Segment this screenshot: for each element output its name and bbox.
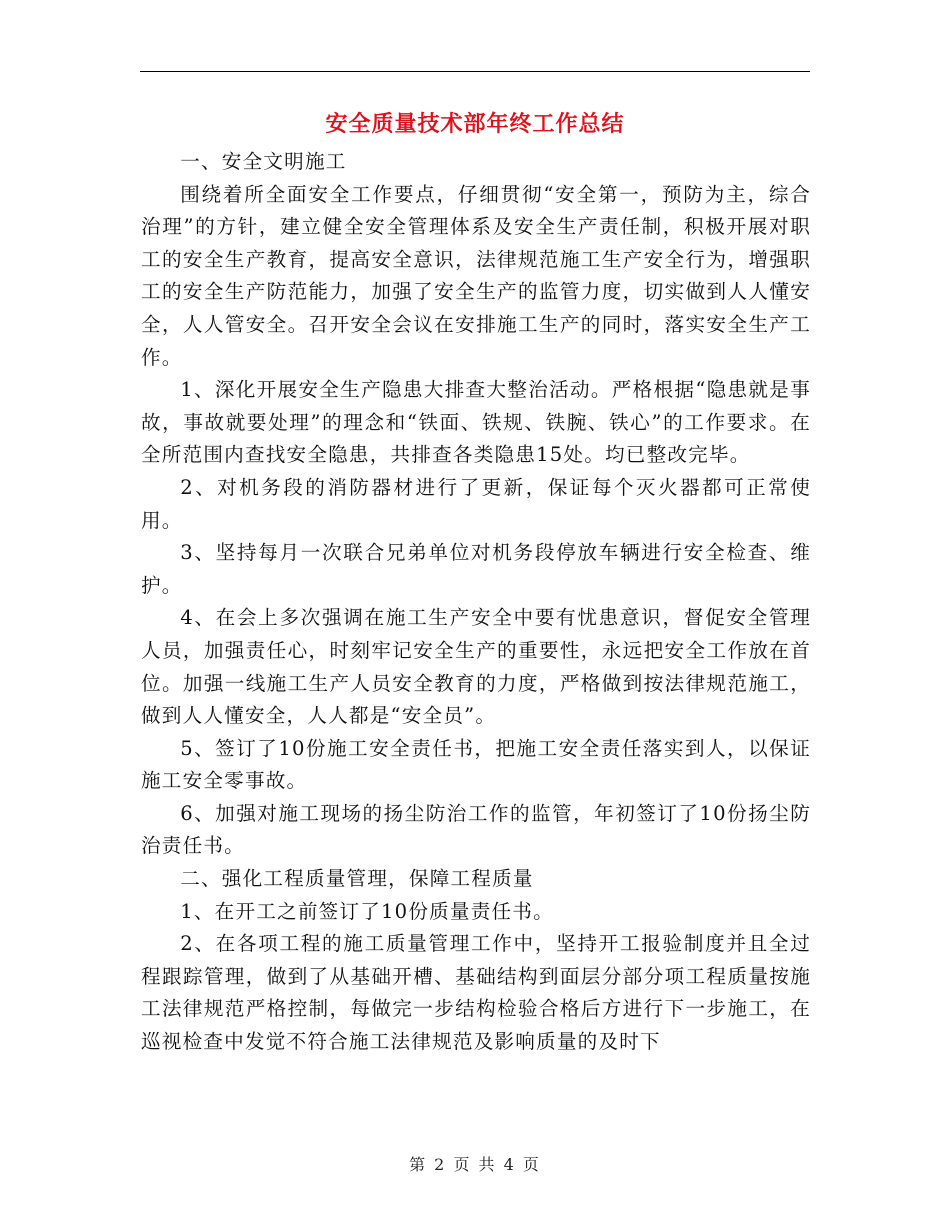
paragraph: 围绕着所全面安全工作要点，仔细贯彻“安全第一，预防为主，综合治理”的方针，建立健全安全管理体系及安全生产责任制，积极开展对职工的安全生产教育，提高安全意识，法律规范施工生产安全行为，增强职工的安全生产防范能力，加强了安全生产的监管力度，切实做到人人懂安全，人人管安全。召开安全会议在安排施工生产的同时，落实安全生产工作。 [141, 182, 811, 369]
page-number: 第 2 页 共 4 页 [409, 1155, 541, 1174]
paragraph: 1、在开工之前签订了10份质量责任书。 [180, 899, 554, 923]
document-title: 安全质量技术部年终工作总结 [325, 112, 625, 137]
paragraph: 1、深化开展安全生产隐患大排查大整治活动。严格根据“隐患就是事故，事故就要处理”的理念和“铁面、铁规、铁腕、铁心”的工作要求。在全所范围内查找安全隐患，共排查各类隐患15处。均已整改完毕。 [141, 378, 811, 467]
header-rule [140, 71, 810, 72]
paragraph: 3、坚持每月一次联合兄弟单位对机务段停放车辆进行安全检查、维护。 [141, 541, 811, 597]
paragraph: 6、加强对施工现场的扬尘防治工作的监管，年初签订了10份扬尘防治责任书。 [141, 801, 811, 858]
section-heading-quality: 二、强化工程质量管理，保障工程质量 [180, 867, 534, 891]
document-body [141, 146, 811, 1059]
paragraph: 2、对机务段的消防器材进行了更新，保证每个灭火器都可正常使用。 [141, 475, 811, 532]
paragraph: 2、在各项工程的施工质量管理工作中，坚持开工报验制度并且全过程跟踪管理，做到了从基础开槽、基础结构到面层分部分项工程质量按施工法律规范严格控制，每做完一步结构检验合格后方进行下一步施工，在巡视检查中发觉不符合施工法律规范及影响质量的及时下 [141, 932, 811, 1054]
section-heading-safety: 一、安全文明施工 [180, 150, 347, 173]
paragraph: 4、在会上多次强调在施工生产安全中要有忧患意识，督促安全管理人员，加强责任心，时刻牢记安全生产的重要性，永远把安全工作放在首位。加强一线施工生产人员安全教育的力度，严格做到按法律规范施工，做到人人懂安全，人人都是“安全员”。 [141, 606, 811, 728]
paragraph: 5、签订了10份施工安全责任书，把施工安全责任落实到人，以保证施工安全零事故。 [141, 736, 811, 793]
